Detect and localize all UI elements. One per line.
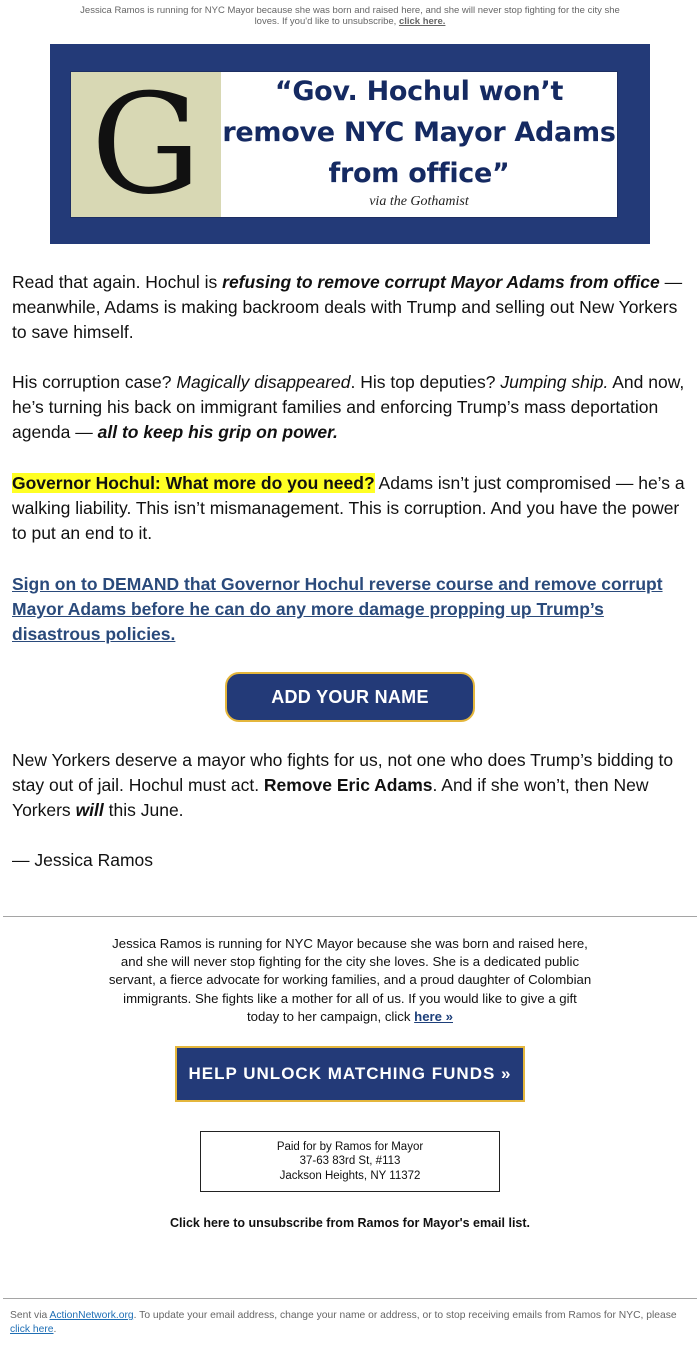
paragraph-5: New Yorkers deserve a mayor who fights for us, not one who does Trump’s bidding to stay out of jail. Hochul must act. Remove Eric Adams. And if she won’t, then New Yorkers will this June. [12, 750, 674, 820]
preheader-unsubscribe-link[interactable]: click here. [398, 16, 446, 27]
paragraph-3: Governor Hochul: What more do you need? Adams isn’t just compromised — he’s a walking liability. This isn’t mismanagement. This is corruption. And you have the power to put an end to it. [12, 473, 685, 543]
preheader [80, 5, 620, 27]
paragraph-2: His corruption case? Magically disappeared. His top deputies? Jumping ship. And now, he’s turning his back on immigrant families and enforcing Trump’s mass deportation agenda — all to keep his grip on power. [12, 372, 685, 442]
bio-text: Jessica Ramos is running for NYC Mayor because she was born and raised here, and she will never stop fighting for the city she loves. She is a dedicated public servant, a fierce advocate for working families, and a proud daughter of Colombian immigrants. She fights like a mother for all of us. If you would like to give a gift today to her campaign, click [108, 936, 592, 1024]
banner-headline: “Gov. Hochul won’t remove NYC Mayor Adams from office” [222, 75, 616, 189]
action-network-link[interactable]: ActionNetwork.org [49, 1310, 134, 1321]
unsubscribe-link[interactable]: Click here to unsubscribe from Ramos for Mayor's email list. [169, 1216, 531, 1230]
paragraph-4 [12, 572, 688, 647]
signature: — Jessica Ramos [12, 850, 154, 870]
address-line: 37-63 83rd St, #113 [299, 1155, 401, 1168]
city-line: Jackson Heights, NY 11372 [279, 1169, 421, 1182]
footer: Sent via ActionNetwork.org. To update your email address, change your name or address, or to stop receiving emails from Ramos for NYC, please click here. [10, 1310, 677, 1336]
paid-for-box [200, 1131, 500, 1192]
gothamist-banner[interactable] [50, 44, 650, 244]
section-divider [3, 916, 697, 917]
campaign-bio [106, 935, 594, 1026]
sign-on-demand-link[interactable]: Sign on to DEMAND that Governor Hochul reverse course and remove corrupt Mayor Adams before he can do any more damage propping up Trump’s disastrous policies. [12, 574, 663, 644]
preheader-text: Jessica Ramos is running for NYC Mayor because she was born and raised here, and she will never stop fighting for the city she loves. If you'd like to unsubscribe, [80, 5, 620, 27]
paragraph-1: Read that again. Hochul is refusing to remove corrupt Mayor Adams from office — meanwhile, Adams is making backroom deals with Trump and selling out New Yorkers to save himself. [12, 272, 683, 342]
donate-here-link[interactable]: here » [414, 1008, 453, 1024]
banner-inner [70, 63, 618, 225]
matching-funds-button[interactable]: HELP UNLOCK MATCHING FUNDS » [175, 1046, 525, 1102]
highlighted-question: Governor Hochul: What more do you need? [12, 473, 375, 493]
banner-source: via the Gothamist [369, 194, 469, 209]
paid-for-line: Paid for by Ramos for Mayor [276, 1140, 424, 1153]
footer-divider [3, 1298, 697, 1299]
gothamist-logo: G [71, 72, 221, 217]
add-your-name-button[interactable]: ADD YOUR NAME [225, 672, 475, 722]
update-preferences-link[interactable]: click here [10, 1324, 54, 1336]
